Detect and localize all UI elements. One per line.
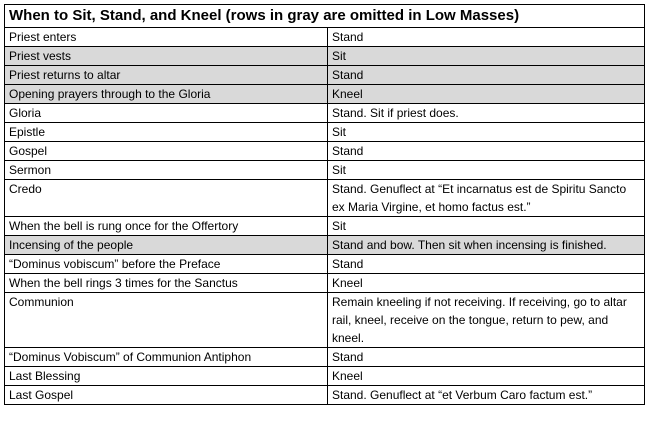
event-cell: “Dominus Vobiscum” of Communion Antiphon bbox=[5, 348, 328, 367]
posture-cell: Stand and bow. Then sit when incensing is finished. bbox=[328, 236, 645, 255]
posture-cell: Stand. Sit if priest does. bbox=[328, 104, 645, 123]
table-row bbox=[5, 217, 645, 236]
posture-cell: Stand. Genuflect at “Et incarnatus est de Spiritu Sancto ex Maria Virgine, et homo factus est.” bbox=[328, 180, 645, 217]
table-row bbox=[5, 85, 645, 104]
table-body bbox=[5, 28, 645, 405]
table-row bbox=[5, 28, 645, 47]
event-cell: When the bell is rung once for the Offertory bbox=[5, 217, 328, 236]
posture-cell: Stand bbox=[328, 348, 645, 367]
table-row bbox=[5, 348, 645, 367]
event-cell: Opening prayers through to the Gloria bbox=[5, 85, 328, 104]
posture-cell: Kneel bbox=[328, 85, 645, 104]
posture-cell: Stand bbox=[328, 28, 645, 47]
posture-cell: Stand bbox=[328, 66, 645, 85]
posture-cell: Kneel bbox=[328, 274, 645, 293]
table-row bbox=[5, 367, 645, 386]
table-row bbox=[5, 66, 645, 85]
event-cell: Gloria bbox=[5, 104, 328, 123]
table-row bbox=[5, 236, 645, 255]
posture-cell: Stand bbox=[328, 255, 645, 274]
event-cell: When the bell rings 3 times for the Sanctus bbox=[5, 274, 328, 293]
table-title: When to Sit, Stand, and Kneel (rows in gray are omitted in Low Masses) bbox=[5, 5, 645, 28]
event-cell: Sermon bbox=[5, 161, 328, 180]
table-row bbox=[5, 104, 645, 123]
event-cell: Gospel bbox=[5, 142, 328, 161]
table-row bbox=[5, 123, 645, 142]
event-cell: Communion bbox=[5, 293, 328, 348]
event-cell: Priest vests bbox=[5, 47, 328, 66]
table-row bbox=[5, 180, 645, 217]
event-cell: Incensing of the people bbox=[5, 236, 328, 255]
event-cell: “Dominus vobiscum” before the Preface bbox=[5, 255, 328, 274]
event-cell: Priest enters bbox=[5, 28, 328, 47]
posture-cell: Sit bbox=[328, 123, 645, 142]
postures-table bbox=[4, 4, 645, 405]
posture-cell: Sit bbox=[328, 161, 645, 180]
table-row bbox=[5, 161, 645, 180]
table-row bbox=[5, 142, 645, 161]
table-row bbox=[5, 293, 645, 348]
event-cell: Last Gospel bbox=[5, 386, 328, 405]
table-title-row bbox=[5, 5, 645, 28]
posture-cell: Kneel bbox=[328, 367, 645, 386]
table-row bbox=[5, 386, 645, 405]
event-cell: Epistle bbox=[5, 123, 328, 142]
posture-cell: Sit bbox=[328, 47, 645, 66]
table-row bbox=[5, 274, 645, 293]
event-cell: Priest returns to altar bbox=[5, 66, 328, 85]
event-cell: Credo bbox=[5, 180, 328, 217]
table-row bbox=[5, 255, 645, 274]
event-cell: Last Blessing bbox=[5, 367, 328, 386]
posture-cell: Stand. Genuflect at “et Verbum Caro factum est.” bbox=[328, 386, 645, 405]
mass-postures-document bbox=[4, 4, 644, 405]
posture-cell: Remain kneeling if not receiving. If receiving, go to altar rail, kneel, receive on the tongue, return to pew, and kneel. bbox=[328, 293, 645, 348]
posture-cell: Stand bbox=[328, 142, 645, 161]
table-row bbox=[5, 47, 645, 66]
posture-cell: Sit bbox=[328, 217, 645, 236]
